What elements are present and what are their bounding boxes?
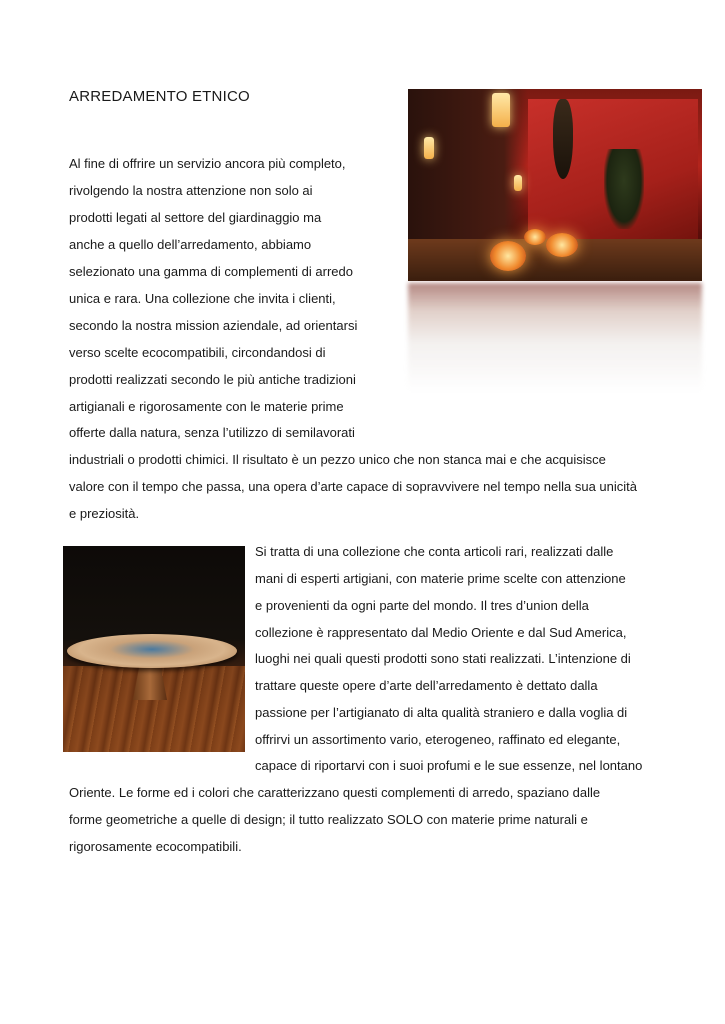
text-line: prodotti legati al settore del giardinaggio ma <box>69 210 322 225</box>
text-line: passione per l’artigianato di alta qualità straniero e dalla voglia di <box>255 705 628 720</box>
tribal-mask <box>553 99 573 179</box>
table-top <box>67 634 237 668</box>
text-line: rivolgendo la nostra attenzione non solo ai <box>69 183 313 198</box>
text-line: mani di esperti artigiani, con materie prime scelte con attenzione <box>255 571 626 586</box>
photo-reflection <box>408 283 702 393</box>
round-table-photo <box>63 546 245 752</box>
text-line: unica e rara. Una collezione che invita i clienti, <box>69 291 336 306</box>
text-line: artigianali e rigorosamente con le materie prime <box>69 399 344 414</box>
text-line: anche a quello dell’arredamento, abbiamo <box>69 237 312 252</box>
hanging-lamp <box>492 93 510 127</box>
ethnic-interior-photo <box>408 89 702 281</box>
text-line: secondo la nostra mission aziendale, ad orientarsi <box>69 318 358 333</box>
hanging-lamp <box>424 137 434 159</box>
text-line: luoghi nei quali questi prodotti sono stati realizzati. L’intenzione di <box>255 651 631 666</box>
text-line: trattare queste opere d’arte dell’arredamento è dettato dalla <box>255 678 598 693</box>
text-line: Al fine di offrire un servizio ancora più completo, <box>69 156 346 171</box>
text-line: collezione è rappresentato dal Medio Oriente e dal Sud America, <box>255 625 627 640</box>
text-line: e provenienti da ogni parte del mondo. Il tres d’union della <box>255 598 589 613</box>
text-line: forme geometriche a quelle di design; il tutto realizzato SOLO con materie prime naturali e <box>69 812 588 827</box>
text-line: Oriente. Le forme ed i colori che caratterizzano questi complementi di arredo, spaziano dalle <box>69 785 601 800</box>
text-line: verso scelte ecocompatibili, circondandosi di <box>69 345 326 360</box>
candle-holder <box>524 229 546 245</box>
text-line: offerte dalla natura, senza l’utilizzo di semilavorati <box>69 425 355 440</box>
text-line: rigorosamente ecocompatibili. <box>69 839 242 854</box>
candle-holder <box>546 233 578 257</box>
text-line: industriali o prodotti chimici. Il risultato è un pezzo unico che non stanca mai e che acquisisce <box>69 452 606 467</box>
candle-holder <box>490 241 526 271</box>
document-title: ARREDAMENTO ETNICO <box>69 88 250 105</box>
text-line: selezionato una gamma di complementi di arredo <box>69 264 353 279</box>
text-line: e preziosità. <box>69 506 140 521</box>
plant <box>604 149 644 229</box>
text-line: offrirvi un assortimento vario, eterogeneo, raffinato ed elegante, <box>255 732 621 747</box>
text-line: Si tratta di una collezione che conta articoli rari, realizzati dalle <box>255 544 614 559</box>
text-line: capace di riportarvi con i suoi profumi e le sue essenze, nel lontano <box>255 758 643 773</box>
hanging-lamp <box>514 175 522 191</box>
text-line: valore con il tempo che passa, una opera d’arte capace di sopravvivere nel tempo nella sua unicità <box>69 479 638 494</box>
text-line: prodotti realizzati secondo le più antiche tradizioni <box>69 372 356 387</box>
